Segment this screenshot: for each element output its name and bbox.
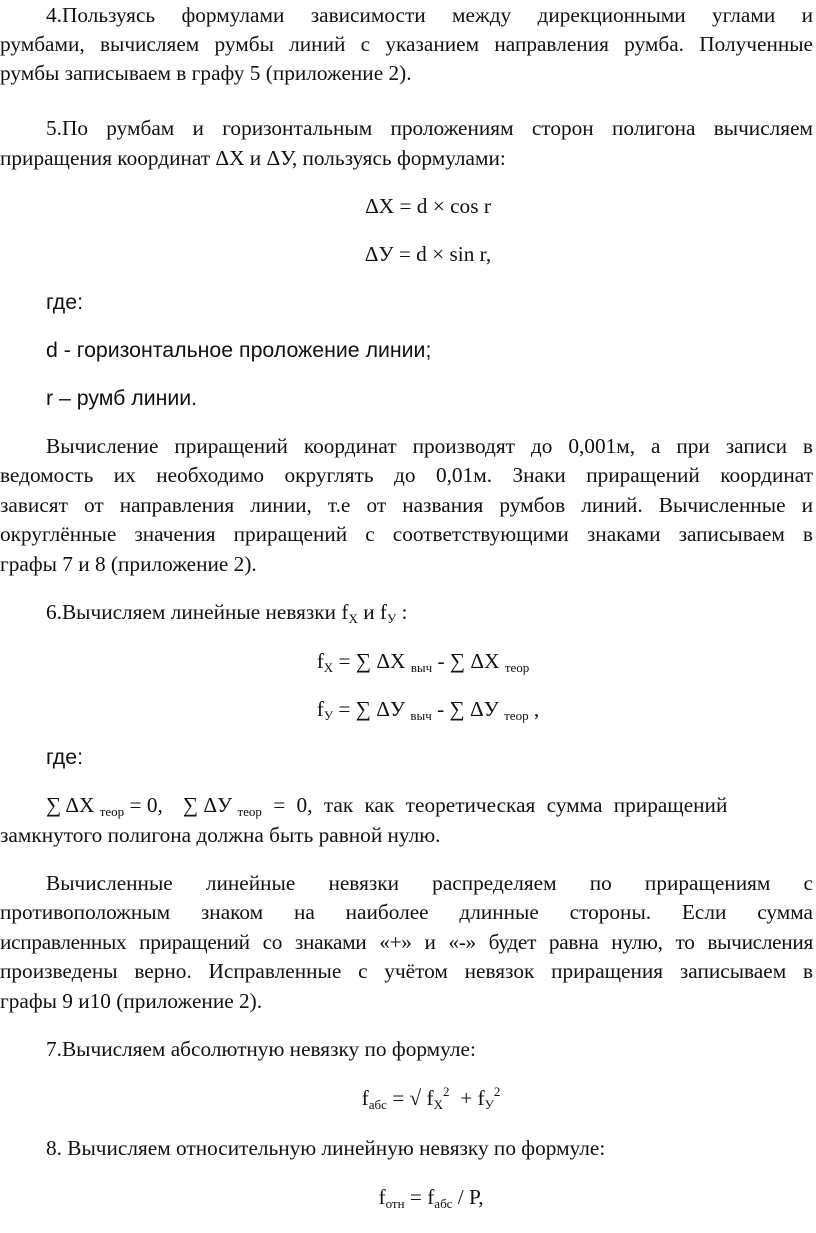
abs-sup2: 2 <box>493 1084 501 1099</box>
para-dist-line2: противоположным знаком на наиболее длинные стороны. Если сумма <box>0 900 813 924</box>
para-dist-line5: графы 9 и10 (приложение 2). <box>0 989 263 1013</box>
fx-minus: - ∑ ΔХ <box>432 649 505 673</box>
para4-line2: румбами, вычисляем румбы линий с указанием направления румба. Полученные <box>0 32 813 56</box>
fx-sub-x: Х <box>323 660 334 675</box>
abs-plus: + f <box>449 1086 485 1110</box>
para-calc-line5: графы 7 и 8 (приложение 2). <box>0 552 257 576</box>
fx-f: f <box>316 649 324 673</box>
para-dist-line1: Вычисленные линейные невязки распределяем по приращениям с <box>46 871 813 895</box>
rel-end: / Р, <box>452 1185 484 1209</box>
abs-f: f <box>361 1086 369 1110</box>
formula-fy <box>20 694 816 727</box>
abs-sub-y: У <box>484 1097 494 1112</box>
rel-sub-abs: абс <box>434 1196 453 1211</box>
fy-end: , <box>528 697 540 721</box>
theor-sub1: теор <box>99 804 125 819</box>
para-calc-line3: зависят от направления линии, т.е от названия румбов линий. Вычисленные и <box>0 493 813 517</box>
fy-eq: = ∑ ΔУ <box>333 697 411 721</box>
para-calc-line1: Вычисление приращений координат производят до 0,001м, а при записи в <box>46 434 813 458</box>
para6-sub-x: Х <box>348 611 358 626</box>
para5-line1: 5.По румбам и горизонтальным проложениям сторон полигона вычисляем <box>46 116 813 140</box>
where-label-2: где: <box>46 745 83 769</box>
para6-text: 6.Вычисляем линейные невязки f <box>46 600 349 624</box>
formula-dy: ΔУ = d × sin r, <box>364 242 492 266</box>
fx-sub-theor: теор <box>504 660 530 675</box>
fy-sub-y: У <box>323 708 334 723</box>
formula-rel <box>23 1182 816 1215</box>
rel-eq: = f <box>404 1185 435 1209</box>
para-calc-line4: округлённые значения приращений с соответствующими знаками записываем в <box>0 522 813 546</box>
theor-s1: ∑ ΔХ <box>46 793 100 817</box>
formula-abs <box>23 1083 816 1116</box>
formula-fx <box>15 646 816 679</box>
para4-line3: румбы записываем в графу 5 (приложение 2). <box>0 61 412 85</box>
para-calc-line2: ведомость их необходимо округлять до 0,01м. Знаки приращений координат <box>0 463 813 487</box>
abs-sub-abs: абс <box>368 1097 387 1112</box>
fy-minus: - ∑ ΔУ <box>431 697 505 721</box>
definition-r: r – румб линии. <box>46 386 198 410</box>
para6-mid: и f <box>357 600 388 624</box>
para8: 8. Вычисляем относительную линейную невязку по формуле: <box>46 1136 606 1160</box>
theor-sub2: теор <box>237 804 262 819</box>
theor-line1 <box>0 790 813 823</box>
fy-sub-calc: выч <box>410 708 432 723</box>
abs-sub-x: Х <box>433 1097 444 1112</box>
abs-eq: = √ f <box>386 1086 434 1110</box>
para6 <box>46 597 407 630</box>
para4-line1: 4.Пользуясь формулами зависимости между дирекционными углами и <box>46 3 813 27</box>
para-dist-line3: исправленных приращений со знаками «+» и «-» будет равна нулю, то вычисления <box>0 930 813 954</box>
abs-sup1: 2 <box>443 1084 450 1099</box>
rel-f: f <box>378 1185 386 1209</box>
theor-s2: = 0, <box>124 793 163 817</box>
where-label-1: где: <box>46 290 83 314</box>
para7: 7.Вычисляем абсолютную невязку по формуле: <box>46 1037 476 1061</box>
theor-line2: замкнутого полигона должна быть равной нулю. <box>0 823 441 847</box>
rel-sub-rel: отн <box>385 1196 405 1211</box>
theor-s3: ∑ ΔУ <box>182 793 238 817</box>
para6-end: : <box>396 600 408 624</box>
para5-line2: приращения координат ΔХ и ΔУ, пользуясь формулами: <box>0 146 506 170</box>
para6-sub-y: У <box>387 611 397 626</box>
fy-sub-theor: теор <box>504 708 529 723</box>
fy-f: f <box>316 697 324 721</box>
fx-eq: = ∑ ΔХ <box>333 649 411 673</box>
theor-s4: = 0, так как теоретическая сумма приращений <box>261 793 728 817</box>
formula-dx: ΔХ = d × cos r <box>365 194 491 218</box>
fx-sub-calc: выч <box>410 660 433 675</box>
para-dist-line4: произведены верно. Исправленные с учётом невязок приращения записываем в <box>0 959 813 983</box>
definition-d: d - горизонтальное проложение линии; <box>46 338 432 362</box>
